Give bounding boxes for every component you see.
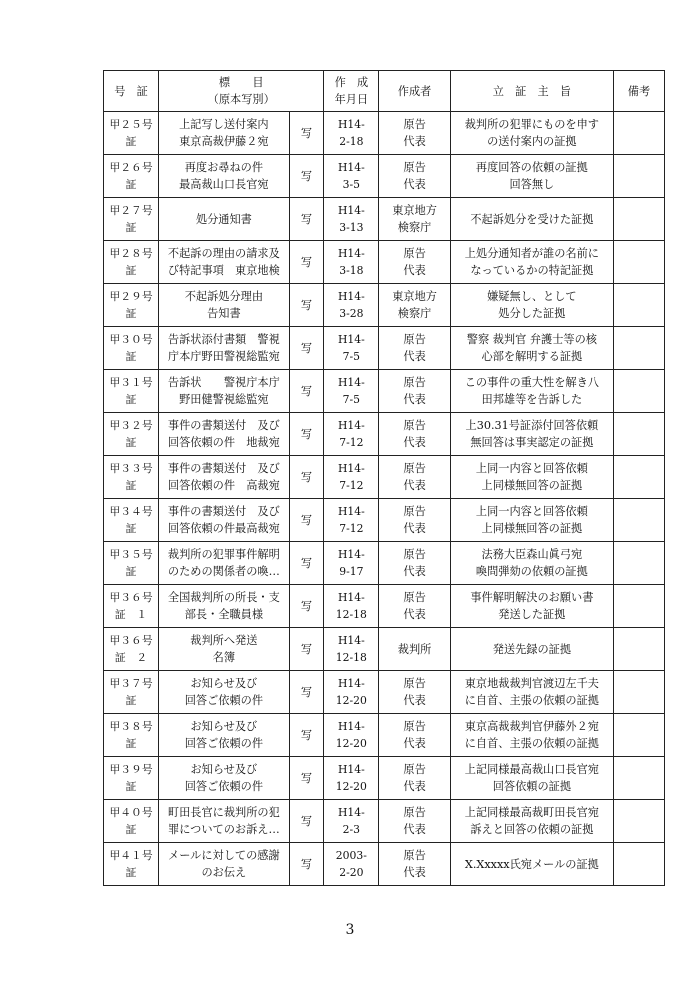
table-row xyxy=(104,585,665,628)
cell-author: 原告 代表 xyxy=(379,542,450,585)
cell-evidence-no: 甲３５号 証 xyxy=(104,542,159,585)
cell-title: 全国裁判所の所長・支 部長・全職員様 xyxy=(159,585,290,628)
table-row xyxy=(104,714,665,757)
header-purpose: 立 証 主 旨 xyxy=(450,71,613,112)
cell-remarks xyxy=(613,714,664,757)
cell-remarks xyxy=(613,843,664,886)
cell-purpose: 上記同様最高裁町田長官宛 訴えと回答の依頼の証拠 xyxy=(450,800,613,843)
cell-author: 裁判所 xyxy=(379,628,450,671)
cell-remarks xyxy=(613,413,664,456)
cell-title: 事件の書類送付 及び 回答依頼の件最高裁宛 xyxy=(159,499,290,542)
cell-date: H14- 9-17 xyxy=(324,542,379,585)
cell-author: 原告 代表 xyxy=(379,112,450,155)
cell-date: H14- 3-5 xyxy=(324,155,379,198)
cell-title: 再度お尋ねの件 最高裁山口長官宛 xyxy=(159,155,290,198)
cell-author: 原告 代表 xyxy=(379,155,450,198)
cell-title: お知らせ及び 回答ご依頼の件 xyxy=(159,757,290,800)
table-row xyxy=(104,155,665,198)
cell-purpose: 東京高裁裁判官伊藤外２宛 に自首、主張の依頼の証拠 xyxy=(450,714,613,757)
cell-date: H14- 12-18 xyxy=(324,585,379,628)
cell-title: 事件の書類送付 及び 回答依頼の件 高裁宛 xyxy=(159,456,290,499)
cell-copy-type: 写 xyxy=(289,542,324,585)
cell-copy-type: 写 xyxy=(289,585,324,628)
cell-date: H14- 12-20 xyxy=(324,671,379,714)
cell-purpose: 裁判所の犯罪にものを申す の送付案内の証拠 xyxy=(450,112,613,155)
cell-copy-type: 写 xyxy=(289,327,324,370)
cell-author: 原告 代表 xyxy=(379,800,450,843)
cell-remarks xyxy=(613,456,664,499)
cell-evidence-no: 甲３１号 証 xyxy=(104,370,159,413)
cell-copy-type: 写 xyxy=(289,800,324,843)
cell-remarks xyxy=(613,671,664,714)
cell-author: 東京地方 検察庁 xyxy=(379,284,450,327)
cell-remarks xyxy=(613,284,664,327)
cell-date: H14- 12-20 xyxy=(324,757,379,800)
table-row xyxy=(104,284,665,327)
cell-title: メールに対しての感謝 のお伝え xyxy=(159,843,290,886)
cell-purpose: 上30.31号証添付回答依頼 無回答は事実認定の証拠 xyxy=(450,413,613,456)
cell-title: 事件の書類送付 及び 回答依頼の件 地裁宛 xyxy=(159,413,290,456)
cell-author: 原告 代表 xyxy=(379,671,450,714)
cell-author: 原告 代表 xyxy=(379,585,450,628)
cell-title: 処分通知書 xyxy=(159,198,290,241)
cell-purpose: 事件解明解決のお願い書 発送した証拠 xyxy=(450,585,613,628)
cell-evidence-no: 甲２５号 証 xyxy=(104,112,159,155)
table-row xyxy=(104,843,665,886)
cell-date: H14- 7-5 xyxy=(324,327,379,370)
cell-copy-type: 写 xyxy=(289,413,324,456)
header-author: 作成者 xyxy=(379,71,450,112)
cell-author: 東京地方 検察庁 xyxy=(379,198,450,241)
cell-copy-type: 写 xyxy=(289,241,324,284)
cell-date: H14- 7-5 xyxy=(324,370,379,413)
cell-remarks xyxy=(613,241,664,284)
cell-date: H14- 12-20 xyxy=(324,714,379,757)
cell-remarks xyxy=(613,155,664,198)
cell-title: お知らせ及び 回答ご依頼の件 xyxy=(159,714,290,757)
cell-purpose: 上同一内容と回答依頼 上同様無回答の証拠 xyxy=(450,456,613,499)
cell-date: H14- 2-18 xyxy=(324,112,379,155)
cell-author: 原告 代表 xyxy=(379,327,450,370)
cell-copy-type: 写 xyxy=(289,671,324,714)
cell-date: H14- 2-3 xyxy=(324,800,379,843)
cell-title: 上記写し送付案内 東京高裁伊藤２宛 xyxy=(159,112,290,155)
cell-evidence-no: 甲３８号 証 xyxy=(104,714,159,757)
cell-author: 原告 代表 xyxy=(379,843,450,886)
cell-purpose: 東京地裁裁判官渡辺左千夫 に自首、主張の依頼の証拠 xyxy=(450,671,613,714)
cell-title: 告訴状 警視庁本庁 野田健警視総監宛 xyxy=(159,370,290,413)
cell-title: 不起訴処分理由 告知書 xyxy=(159,284,290,327)
cell-author: 原告 代表 xyxy=(379,499,450,542)
cell-remarks xyxy=(613,542,664,585)
table-row xyxy=(104,241,665,284)
cell-copy-type: 写 xyxy=(289,456,324,499)
cell-copy-type: 写 xyxy=(289,757,324,800)
cell-date: H14- 3-13 xyxy=(324,198,379,241)
cell-copy-type: 写 xyxy=(289,499,324,542)
cell-title: 裁判所へ発送 名簿 xyxy=(159,628,290,671)
cell-author: 原告 代表 xyxy=(379,370,450,413)
header-row xyxy=(104,71,665,112)
cell-title: 裁判所の犯罪事件解明 のための関係者の喚… xyxy=(159,542,290,585)
header-no: 号 証 xyxy=(104,71,159,112)
table-row xyxy=(104,628,665,671)
cell-date: H14- 3-18 xyxy=(324,241,379,284)
table-row xyxy=(104,112,665,155)
cell-title: お知らせ及び 回答ご依頼の件 xyxy=(159,671,290,714)
cell-date: 2003- 2-20 xyxy=(324,843,379,886)
cell-remarks xyxy=(613,370,664,413)
cell-remarks xyxy=(613,112,664,155)
cell-author: 原告 代表 xyxy=(379,413,450,456)
header-title: 標 目 （原本写別） xyxy=(159,71,324,112)
cell-evidence-no: 甲２７号 証 xyxy=(104,198,159,241)
cell-remarks xyxy=(613,198,664,241)
cell-remarks xyxy=(613,585,664,628)
cell-evidence-no: 甲２９号 証 xyxy=(104,284,159,327)
cell-title: 町田長官に裁判所の犯 罪についてのお訴え… xyxy=(159,800,290,843)
cell-evidence-no: 甲３７号 証 xyxy=(104,671,159,714)
table-row xyxy=(104,499,665,542)
cell-purpose: 再度回答の依頼の証拠 回答無し xyxy=(450,155,613,198)
cell-date: H14- 12-18 xyxy=(324,628,379,671)
cell-copy-type: 写 xyxy=(289,628,324,671)
cell-title: 告訴状添付書類 警視 庁本庁野田警視総監宛 xyxy=(159,327,290,370)
evidence-table xyxy=(103,70,665,886)
table-row xyxy=(104,413,665,456)
cell-evidence-no: 甲３０号 証 xyxy=(104,327,159,370)
header-remarks: 備考 xyxy=(613,71,664,112)
cell-evidence-no: 甲２６号 証 xyxy=(104,155,159,198)
cell-evidence-no: 甲２８号 証 xyxy=(104,241,159,284)
cell-purpose: この事件の重大性を解き八 田邦雄等を告訴した xyxy=(450,370,613,413)
cell-remarks xyxy=(613,628,664,671)
cell-evidence-no: 甲３６号 証 １ xyxy=(104,585,159,628)
table-row xyxy=(104,456,665,499)
cell-purpose: 発送先録の証拠 xyxy=(450,628,613,671)
cell-title: 不起訴の理由の請求及 び特記事項 東京地検 xyxy=(159,241,290,284)
cell-evidence-no: 甲４１号 証 xyxy=(104,843,159,886)
cell-evidence-no: 甲３３号 証 xyxy=(104,456,159,499)
cell-date: H14- 7-12 xyxy=(324,413,379,456)
cell-purpose: 法務大臣森山眞弓宛 喚問弾劾の依頼の証拠 xyxy=(450,542,613,585)
cell-author: 原告 代表 xyxy=(379,757,450,800)
cell-purpose: 上記同様最高裁山口長官宛 回答依頼の証拠 xyxy=(450,757,613,800)
cell-date: H14- 3-28 xyxy=(324,284,379,327)
cell-copy-type: 写 xyxy=(289,112,324,155)
cell-copy-type: 写 xyxy=(289,370,324,413)
cell-evidence-no: 甲４０号 証 xyxy=(104,800,159,843)
cell-date: H14- 7-12 xyxy=(324,456,379,499)
table-row xyxy=(104,542,665,585)
cell-author: 原告 代表 xyxy=(379,714,450,757)
cell-remarks xyxy=(613,327,664,370)
cell-evidence-no: 甲３２号 証 xyxy=(104,413,159,456)
cell-purpose: 嫌疑無し、として 処分した証拠 xyxy=(450,284,613,327)
header-date: 作 成 年月日 xyxy=(324,71,379,112)
cell-author: 原告 代表 xyxy=(379,241,450,284)
table-row xyxy=(104,370,665,413)
table-row xyxy=(104,671,665,714)
cell-copy-type: 写 xyxy=(289,155,324,198)
table-row xyxy=(104,757,665,800)
cell-purpose: 不起訴処分を受けた証拠 xyxy=(450,198,613,241)
page-number: 3 xyxy=(345,922,355,938)
cell-date: H14- 7-12 xyxy=(324,499,379,542)
cell-evidence-no: 甲３４号 証 xyxy=(104,499,159,542)
cell-evidence-no: 甲３９号 証 xyxy=(104,757,159,800)
table-row xyxy=(104,327,665,370)
cell-purpose: 警察 裁判官 弁護士等の核 心部を解明する証拠 xyxy=(450,327,613,370)
cell-copy-type: 写 xyxy=(289,843,324,886)
table-row xyxy=(104,800,665,843)
cell-copy-type: 写 xyxy=(289,198,324,241)
cell-purpose: 上同一内容と回答依頼 上同様無回答の証拠 xyxy=(450,499,613,542)
cell-remarks xyxy=(613,800,664,843)
cell-author: 原告 代表 xyxy=(379,456,450,499)
table-row xyxy=(104,198,665,241)
cell-purpose: 上処分通知者が誰の名前に なっているかの特記証拠 xyxy=(450,241,613,284)
cell-remarks xyxy=(613,757,664,800)
cell-purpose: X.Xxxxx氏宛メールの証拠 xyxy=(450,843,613,886)
cell-evidence-no: 甲３６号 証 ２ xyxy=(104,628,159,671)
cell-copy-type: 写 xyxy=(289,714,324,757)
cell-copy-type: 写 xyxy=(289,284,324,327)
cell-remarks xyxy=(613,499,664,542)
